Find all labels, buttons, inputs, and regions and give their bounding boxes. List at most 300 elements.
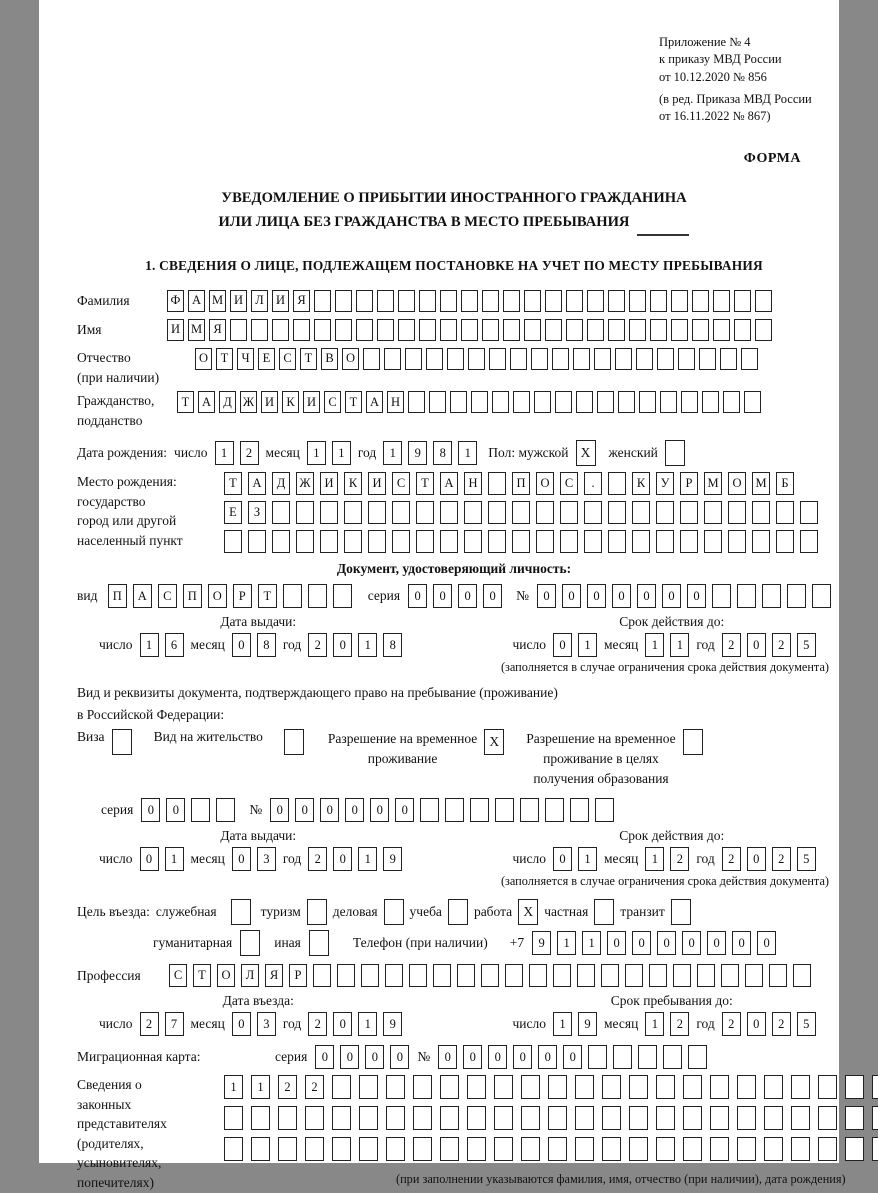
char-cell[interactable]: 0: [632, 931, 651, 955]
char-cell[interactable]: [555, 391, 572, 413]
char-cell[interactable]: [577, 964, 595, 987]
char-cell[interactable]: .: [584, 472, 602, 495]
char-cell[interactable]: 0: [488, 1045, 507, 1069]
char-cell[interactable]: 0: [563, 1045, 582, 1069]
char-cell[interactable]: [553, 964, 571, 987]
char-cell[interactable]: [791, 1106, 810, 1130]
char-cell[interactable]: [419, 319, 436, 341]
char-cell[interactable]: [216, 798, 235, 822]
char-cell[interactable]: [520, 798, 539, 822]
char-cell[interactable]: [481, 964, 499, 987]
char-cell[interactable]: [467, 1106, 486, 1130]
char-cell[interactable]: 2: [722, 633, 741, 657]
char-cell[interactable]: 0: [732, 931, 751, 955]
char-cell[interactable]: [602, 1075, 621, 1099]
char-cell[interactable]: [492, 391, 509, 413]
char-cell[interactable]: [344, 530, 362, 553]
char-cell[interactable]: К: [282, 391, 299, 413]
temp-residence-checkbox[interactable]: X: [484, 729, 504, 755]
char-cell[interactable]: 2: [772, 847, 791, 871]
purpose-transit-checkbox[interactable]: [671, 899, 691, 925]
char-cell[interactable]: [608, 501, 626, 524]
char-cell[interactable]: [224, 530, 242, 553]
char-cell[interactable]: [467, 1075, 486, 1099]
char-cell[interactable]: А: [440, 472, 458, 495]
char-cell[interactable]: [524, 290, 541, 312]
char-cell[interactable]: [594, 348, 611, 370]
char-cell[interactable]: [812, 584, 831, 608]
char-cell[interactable]: [720, 348, 737, 370]
char-cell[interactable]: Л: [241, 964, 259, 987]
char-cell[interactable]: 0: [553, 847, 572, 871]
char-cell[interactable]: [386, 1137, 405, 1161]
char-cell[interactable]: 2: [722, 847, 741, 871]
char-cell[interactable]: О: [536, 472, 554, 495]
char-cell[interactable]: [680, 530, 698, 553]
char-cell[interactable]: [272, 530, 290, 553]
char-cell[interactable]: [752, 501, 770, 524]
char-cell[interactable]: [656, 1106, 675, 1130]
char-cell[interactable]: 0: [747, 633, 766, 657]
char-cell[interactable]: [776, 530, 794, 553]
char-cell[interactable]: [656, 501, 674, 524]
char-cell[interactable]: 0: [232, 633, 251, 657]
char-cell[interactable]: [793, 964, 811, 987]
char-cell[interactable]: 1: [578, 847, 597, 871]
char-cell[interactable]: П: [183, 584, 202, 608]
char-cell[interactable]: [433, 964, 451, 987]
char-cell[interactable]: [629, 1106, 648, 1130]
char-cell[interactable]: Т: [416, 472, 434, 495]
char-cell[interactable]: [359, 1137, 378, 1161]
char-cell[interactable]: Е: [224, 501, 242, 524]
char-cell[interactable]: [272, 319, 289, 341]
char-cell[interactable]: 1: [224, 1075, 243, 1099]
char-cell[interactable]: О: [342, 348, 359, 370]
char-cell[interactable]: 0: [483, 584, 502, 608]
char-cell[interactable]: [313, 964, 331, 987]
char-cell[interactable]: Л: [251, 290, 268, 312]
char-cell[interactable]: [618, 391, 635, 413]
char-cell[interactable]: З: [248, 501, 266, 524]
char-cell[interactable]: И: [320, 472, 338, 495]
char-cell[interactable]: [272, 501, 290, 524]
char-cell[interactable]: [755, 319, 772, 341]
char-cell[interactable]: 1: [645, 633, 664, 657]
char-cell[interactable]: [305, 1137, 324, 1161]
char-cell[interactable]: О: [217, 964, 235, 987]
char-cell[interactable]: [737, 1137, 756, 1161]
char-cell[interactable]: [744, 391, 761, 413]
char-cell[interactable]: 0: [458, 584, 477, 608]
char-cell[interactable]: [296, 530, 314, 553]
char-cell[interactable]: 7: [165, 1012, 184, 1036]
char-cell[interactable]: 0: [553, 633, 572, 657]
char-cell[interactable]: 0: [747, 847, 766, 871]
char-cell[interactable]: [332, 1106, 351, 1130]
char-cell[interactable]: [595, 798, 614, 822]
char-cell[interactable]: [681, 391, 698, 413]
char-cell[interactable]: 0: [295, 798, 314, 822]
char-cell[interactable]: И: [230, 290, 247, 312]
char-cell[interactable]: [845, 1137, 864, 1161]
char-cell[interactable]: 2: [772, 633, 791, 657]
char-cell[interactable]: [251, 319, 268, 341]
char-cell[interactable]: 1: [215, 441, 234, 465]
purpose-work-checkbox[interactable]: X: [518, 899, 538, 925]
char-cell[interactable]: [461, 319, 478, 341]
char-cell[interactable]: М: [209, 290, 226, 312]
char-cell[interactable]: 1: [383, 441, 402, 465]
char-cell[interactable]: [649, 964, 667, 987]
char-cell[interactable]: 0: [747, 1012, 766, 1036]
char-cell[interactable]: [513, 391, 530, 413]
char-cell[interactable]: 0: [687, 584, 706, 608]
char-cell[interactable]: [692, 290, 709, 312]
char-cell[interactable]: [713, 290, 730, 312]
char-cell[interactable]: [721, 964, 739, 987]
char-cell[interactable]: [447, 348, 464, 370]
char-cell[interactable]: [531, 348, 548, 370]
char-cell[interactable]: [413, 1106, 432, 1130]
char-cell[interactable]: [392, 530, 410, 553]
char-cell[interactable]: С: [169, 964, 187, 987]
char-cell[interactable]: 0: [612, 584, 631, 608]
char-cell[interactable]: [503, 319, 520, 341]
char-cell[interactable]: И: [261, 391, 278, 413]
char-cell[interactable]: 0: [166, 798, 185, 822]
char-cell[interactable]: [440, 290, 457, 312]
char-cell[interactable]: [728, 501, 746, 524]
char-cell[interactable]: 0: [513, 1045, 532, 1069]
char-cell[interactable]: [224, 1137, 243, 1161]
char-cell[interactable]: 8: [433, 441, 452, 465]
char-cell[interactable]: [467, 1137, 486, 1161]
char-cell[interactable]: [377, 290, 394, 312]
char-cell[interactable]: О: [728, 472, 746, 495]
char-cell[interactable]: [248, 530, 266, 553]
char-cell[interactable]: 0: [232, 1012, 251, 1036]
char-cell[interactable]: 2: [722, 1012, 741, 1036]
char-cell[interactable]: 0: [333, 1012, 352, 1036]
char-cell[interactable]: Т: [216, 348, 233, 370]
char-cell[interactable]: [440, 1137, 459, 1161]
char-cell[interactable]: [464, 530, 482, 553]
char-cell[interactable]: [368, 501, 386, 524]
char-cell[interactable]: [293, 319, 310, 341]
char-cell[interactable]: [683, 1137, 702, 1161]
char-cell[interactable]: Н: [387, 391, 404, 413]
char-cell[interactable]: Б: [776, 472, 794, 495]
char-cell[interactable]: [548, 1075, 567, 1099]
char-cell[interactable]: [587, 319, 604, 341]
char-cell[interactable]: 9: [532, 931, 551, 955]
char-cell[interactable]: [548, 1137, 567, 1161]
char-cell[interactable]: [545, 798, 564, 822]
char-cell[interactable]: [656, 530, 674, 553]
char-cell[interactable]: [545, 290, 562, 312]
char-cell[interactable]: 0: [587, 584, 606, 608]
char-cell[interactable]: [548, 1106, 567, 1130]
char-cell[interactable]: 0: [390, 1045, 409, 1069]
char-cell[interactable]: 0: [438, 1045, 457, 1069]
char-cell[interactable]: Я: [265, 964, 283, 987]
char-cell[interactable]: 0: [365, 1045, 384, 1069]
char-cell[interactable]: [566, 319, 583, 341]
char-cell[interactable]: 2: [278, 1075, 297, 1099]
char-cell[interactable]: Т: [193, 964, 211, 987]
char-cell[interactable]: [755, 290, 772, 312]
char-cell[interactable]: 2: [308, 847, 327, 871]
char-cell[interactable]: [560, 530, 578, 553]
char-cell[interactable]: [408, 391, 425, 413]
char-cell[interactable]: [764, 1137, 783, 1161]
char-cell[interactable]: [224, 1106, 243, 1130]
char-cell[interactable]: [602, 1137, 621, 1161]
female-checkbox[interactable]: [665, 440, 685, 466]
char-cell[interactable]: [440, 1075, 459, 1099]
char-cell[interactable]: [494, 1075, 513, 1099]
char-cell[interactable]: [734, 290, 751, 312]
char-cell[interactable]: 0: [433, 584, 452, 608]
char-cell[interactable]: 9: [408, 441, 427, 465]
char-cell[interactable]: [638, 1045, 657, 1069]
char-cell[interactable]: [570, 798, 589, 822]
char-cell[interactable]: 2: [240, 441, 259, 465]
char-cell[interactable]: [457, 964, 475, 987]
char-cell[interactable]: [521, 1106, 540, 1130]
char-cell[interactable]: О: [208, 584, 227, 608]
char-cell[interactable]: [335, 290, 352, 312]
char-cell[interactable]: В: [321, 348, 338, 370]
char-cell[interactable]: [429, 391, 446, 413]
char-cell[interactable]: 9: [578, 1012, 597, 1036]
char-cell[interactable]: [524, 319, 541, 341]
char-cell[interactable]: [639, 391, 656, 413]
char-cell[interactable]: 0: [408, 584, 427, 608]
char-cell[interactable]: 1: [582, 931, 601, 955]
char-cell[interactable]: 1: [358, 847, 377, 871]
char-cell[interactable]: А: [188, 290, 205, 312]
residence-permit-checkbox[interactable]: [284, 729, 304, 755]
purpose-official-checkbox[interactable]: [231, 899, 251, 925]
char-cell[interactable]: 2: [140, 1012, 159, 1036]
char-cell[interactable]: [845, 1075, 864, 1099]
char-cell[interactable]: [671, 290, 688, 312]
char-cell[interactable]: [359, 1075, 378, 1099]
char-cell[interactable]: [545, 319, 562, 341]
char-cell[interactable]: [636, 348, 653, 370]
char-cell[interactable]: [461, 290, 478, 312]
char-cell[interactable]: [398, 319, 415, 341]
char-cell[interactable]: [587, 290, 604, 312]
char-cell[interactable]: [445, 798, 464, 822]
char-cell[interactable]: С: [392, 472, 410, 495]
char-cell[interactable]: 0: [333, 633, 352, 657]
char-cell[interactable]: [791, 1137, 810, 1161]
char-cell[interactable]: [656, 1075, 675, 1099]
char-cell[interactable]: [800, 530, 818, 553]
char-cell[interactable]: И: [368, 472, 386, 495]
char-cell[interactable]: [702, 391, 719, 413]
char-cell[interactable]: [305, 1106, 324, 1130]
char-cell[interactable]: [409, 964, 427, 987]
char-cell[interactable]: [251, 1137, 270, 1161]
char-cell[interactable]: 0: [637, 584, 656, 608]
char-cell[interactable]: [488, 530, 506, 553]
char-cell[interactable]: [566, 290, 583, 312]
char-cell[interactable]: 2: [670, 847, 689, 871]
char-cell[interactable]: [584, 530, 602, 553]
char-cell[interactable]: [337, 964, 355, 987]
char-cell[interactable]: 0: [141, 798, 160, 822]
char-cell[interactable]: [613, 1045, 632, 1069]
char-cell[interactable]: [632, 501, 650, 524]
char-cell[interactable]: [333, 584, 352, 608]
char-cell[interactable]: [356, 319, 373, 341]
char-cell[interactable]: [534, 391, 551, 413]
char-cell[interactable]: [384, 348, 401, 370]
purpose-other-checkbox[interactable]: [309, 930, 329, 956]
char-cell[interactable]: [728, 530, 746, 553]
char-cell[interactable]: [521, 1075, 540, 1099]
char-cell[interactable]: [678, 348, 695, 370]
char-cell[interactable]: [368, 530, 386, 553]
char-cell[interactable]: К: [344, 472, 362, 495]
char-cell[interactable]: [521, 1137, 540, 1161]
char-cell[interactable]: [597, 391, 614, 413]
char-cell[interactable]: 0: [320, 798, 339, 822]
char-cell[interactable]: [663, 1045, 682, 1069]
char-cell[interactable]: Д: [219, 391, 236, 413]
char-cell[interactable]: [283, 584, 302, 608]
char-cell[interactable]: [419, 290, 436, 312]
char-cell[interactable]: М: [188, 319, 205, 341]
char-cell[interactable]: [573, 348, 590, 370]
char-cell[interactable]: 1: [307, 441, 326, 465]
char-cell[interactable]: А: [198, 391, 215, 413]
char-cell[interactable]: 2: [305, 1075, 324, 1099]
char-cell[interactable]: [191, 798, 210, 822]
char-cell[interactable]: [552, 348, 569, 370]
char-cell[interactable]: [332, 1137, 351, 1161]
char-cell[interactable]: П: [512, 472, 530, 495]
visa-checkbox[interactable]: [112, 729, 132, 755]
char-cell[interactable]: А: [366, 391, 383, 413]
char-cell[interactable]: [712, 584, 731, 608]
char-cell[interactable]: [791, 1075, 810, 1099]
char-cell[interactable]: [314, 290, 331, 312]
char-cell[interactable]: [296, 501, 314, 524]
char-cell[interactable]: [440, 501, 458, 524]
char-cell[interactable]: Т: [258, 584, 277, 608]
char-cell[interactable]: 1: [332, 441, 351, 465]
char-cell[interactable]: Р: [289, 964, 307, 987]
char-cell[interactable]: Я: [209, 319, 226, 341]
char-cell[interactable]: [660, 391, 677, 413]
char-cell[interactable]: [482, 290, 499, 312]
char-cell[interactable]: 1: [458, 441, 477, 465]
char-cell[interactable]: [872, 1075, 878, 1099]
char-cell[interactable]: [363, 348, 380, 370]
char-cell[interactable]: [872, 1137, 878, 1161]
char-cell[interactable]: [697, 964, 715, 987]
char-cell[interactable]: [536, 530, 554, 553]
char-cell[interactable]: [251, 1106, 270, 1130]
char-cell[interactable]: Д: [272, 472, 290, 495]
char-cell[interactable]: 9: [383, 1012, 402, 1036]
char-cell[interactable]: [710, 1106, 729, 1130]
char-cell[interactable]: [464, 501, 482, 524]
char-cell[interactable]: [692, 319, 709, 341]
char-cell[interactable]: [505, 964, 523, 987]
purpose-humanitarian-checkbox[interactable]: [240, 930, 260, 956]
male-checkbox[interactable]: X: [576, 440, 596, 466]
char-cell[interactable]: Т: [345, 391, 362, 413]
char-cell[interactable]: [704, 501, 722, 524]
char-cell[interactable]: 1: [140, 633, 159, 657]
char-cell[interactable]: [776, 501, 794, 524]
char-cell[interactable]: [818, 1106, 837, 1130]
char-cell[interactable]: [335, 319, 352, 341]
char-cell[interactable]: 0: [395, 798, 414, 822]
char-cell[interactable]: О: [195, 348, 212, 370]
char-cell[interactable]: [608, 530, 626, 553]
char-cell[interactable]: П: [108, 584, 127, 608]
char-cell[interactable]: [741, 348, 758, 370]
char-cell[interactable]: [361, 964, 379, 987]
purpose-study-checkbox[interactable]: [448, 899, 468, 925]
char-cell[interactable]: Е: [258, 348, 275, 370]
char-cell[interactable]: [845, 1106, 864, 1130]
char-cell[interactable]: К: [632, 472, 650, 495]
char-cell[interactable]: И: [167, 319, 184, 341]
char-cell[interactable]: И: [272, 290, 289, 312]
char-cell[interactable]: [769, 964, 787, 987]
char-cell[interactable]: [471, 391, 488, 413]
char-cell[interactable]: [800, 501, 818, 524]
purpose-tourism-checkbox[interactable]: [307, 899, 327, 925]
char-cell[interactable]: С: [158, 584, 177, 608]
char-cell[interactable]: [494, 1137, 513, 1161]
char-cell[interactable]: 3: [257, 1012, 276, 1036]
char-cell[interactable]: [704, 530, 722, 553]
char-cell[interactable]: [392, 501, 410, 524]
char-cell[interactable]: [494, 1106, 513, 1130]
char-cell[interactable]: [489, 348, 506, 370]
char-cell[interactable]: [356, 290, 373, 312]
char-cell[interactable]: [377, 319, 394, 341]
char-cell[interactable]: [575, 1137, 594, 1161]
char-cell[interactable]: [615, 348, 632, 370]
char-cell[interactable]: 6: [165, 633, 184, 657]
char-cell[interactable]: [512, 530, 530, 553]
char-cell[interactable]: [629, 1075, 648, 1099]
char-cell[interactable]: [762, 584, 781, 608]
char-cell[interactable]: 8: [257, 633, 276, 657]
char-cell[interactable]: [734, 319, 751, 341]
char-cell[interactable]: [510, 348, 527, 370]
char-cell[interactable]: [629, 290, 646, 312]
char-cell[interactable]: [529, 964, 547, 987]
char-cell[interactable]: 1: [645, 847, 664, 871]
char-cell[interactable]: [440, 1106, 459, 1130]
char-cell[interactable]: Ф: [167, 290, 184, 312]
char-cell[interactable]: М: [704, 472, 722, 495]
char-cell[interactable]: Р: [680, 472, 698, 495]
char-cell[interactable]: [818, 1075, 837, 1099]
char-cell[interactable]: 1: [645, 1012, 664, 1036]
